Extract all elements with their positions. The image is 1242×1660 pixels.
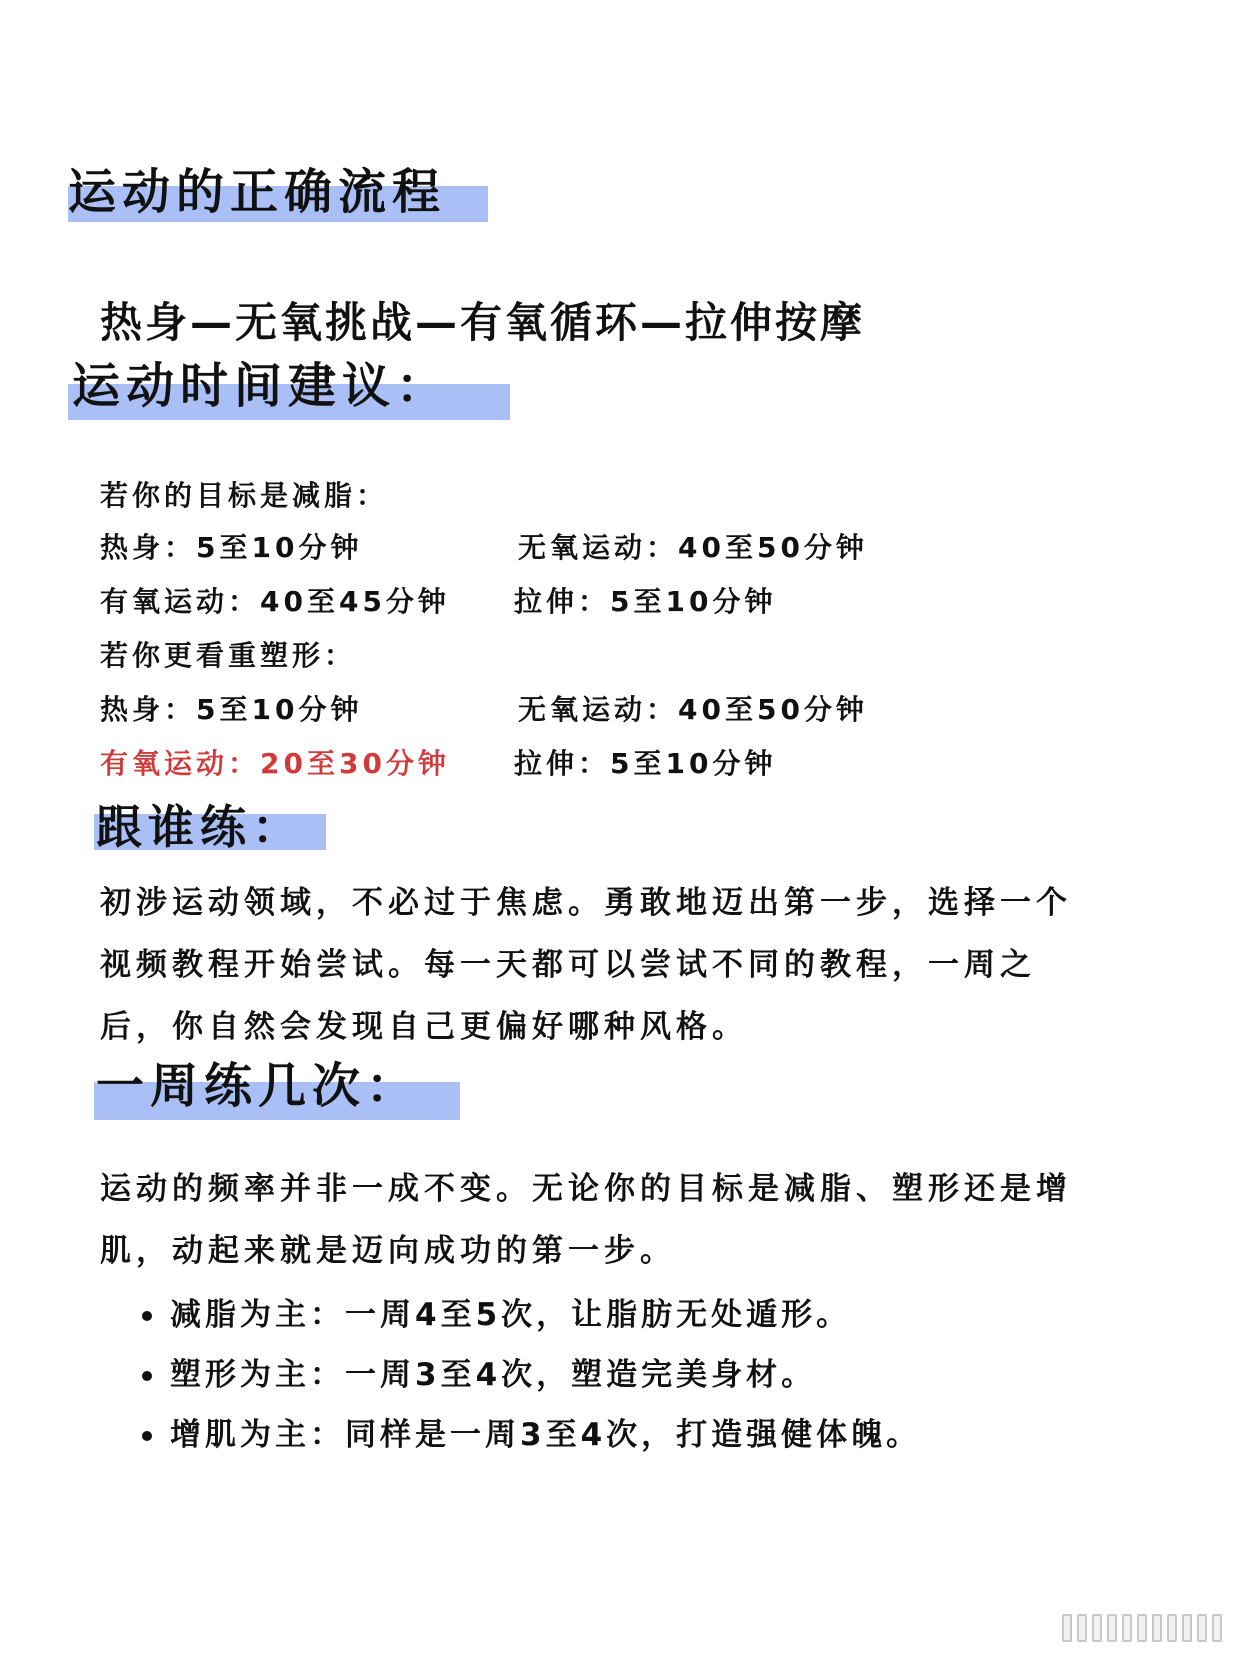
follow-paragraph xyxy=(100,872,1180,1058)
flow-heading xyxy=(68,164,447,220)
frequency-heading-text: 一周练几次： xyxy=(96,1058,421,1114)
fat-loss-stretch: 拉伸：5至10分钟 xyxy=(514,585,777,618)
flow-steps-text: 热身—无氧挑战—有氧循环—拉伸按摩 xyxy=(100,298,866,347)
fat-loss-warmup: 热身：5至10分钟 xyxy=(100,531,363,564)
frequency-list xyxy=(100,1285,1180,1465)
follow-paragraph-line: 视频教程开始尝试。每一天都可以尝试不同的教程，一周之 xyxy=(100,947,1036,983)
shaping-stretch: 拉伸：5至10分钟 xyxy=(514,747,777,780)
flow-heading-text: 运动的正确流程 xyxy=(68,164,447,220)
list-item-text: 增肌为主：同样是一周3至4次，打造强健体魄。 xyxy=(170,1417,922,1453)
shaping-aerobic-highlight: 有氧运动：20至30分钟 xyxy=(100,747,450,780)
fat-loss-title: 若你的目标是减脂： xyxy=(100,479,389,512)
follow-paragraph-line: 后，你自然会发现自己更偏好哪种风格。 xyxy=(100,1009,748,1045)
fat-loss-anaerobic: 无氧运动：40至50分钟 xyxy=(518,531,868,564)
follow-heading-text: 跟谁练： xyxy=(96,800,304,854)
time-heading xyxy=(72,358,451,414)
list-item-text: 减脂为主：一周4至5次，让脂肪无处遁形。 xyxy=(170,1297,852,1333)
list-item-text: 塑形为主：一周3至4次，塑造完美身材。 xyxy=(170,1357,817,1393)
shaping-title: 若你更看重塑形： xyxy=(100,639,357,672)
follow-heading xyxy=(96,800,304,854)
frequency-paragraph xyxy=(100,1158,1180,1282)
follow-paragraph-line: 初涉运动领域，不必过于焦虑。勇敢地迈出第一步，选择一个 xyxy=(100,885,1072,921)
fat-loss-aerobic: 有氧运动：40至45分钟 xyxy=(100,585,450,618)
bullet-dot-icon xyxy=(142,1311,152,1321)
shaping-anaerobic: 无氧运动：40至50分钟 xyxy=(518,693,868,726)
list-item xyxy=(100,1345,1180,1405)
time-heading-text: 运动时间建议： xyxy=(72,358,451,414)
bullet-dot-icon xyxy=(142,1371,152,1381)
watermark-icon xyxy=(1062,1614,1222,1642)
list-item xyxy=(100,1285,1180,1345)
frequency-heading xyxy=(96,1058,421,1114)
shaping-warmup: 热身：5至10分钟 xyxy=(100,693,363,726)
frequency-paragraph-line: 肌，动起来就是迈向成功的第一步。 xyxy=(100,1233,676,1269)
list-item xyxy=(100,1405,1180,1465)
bullet-dot-icon xyxy=(142,1431,152,1441)
frequency-paragraph-line: 运动的频率并非一成不变。无论你的目标是减脂、塑形还是增 xyxy=(100,1171,1072,1207)
